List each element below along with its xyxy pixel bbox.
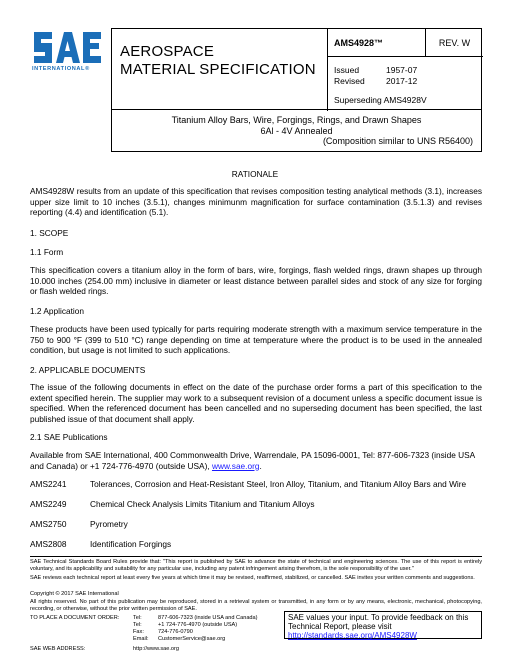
reference-code: AMS2750 <box>30 519 67 529</box>
section-sae-publications-heading: 2.1 SAE Publications <box>30 432 108 442</box>
web-address-label: SAE WEB ADDRESS: <box>30 646 86 652</box>
rationale-heading: RATIONALE <box>231 169 279 179</box>
sae-website-link[interactable]: www.sae.org <box>211 460 260 471</box>
sae-logo <box>30 26 104 76</box>
logo-subtext: INTERNATIONAL® <box>32 66 90 72</box>
reference-code: AMS2249 <box>30 499 67 509</box>
footer-divider <box>30 556 482 557</box>
section-form-heading: 1.1 Form <box>30 247 64 257</box>
issue-dates: Issued 1957-07 Revised 2017-12 <box>334 65 418 86</box>
section-scope-heading: 1. SCOPE <box>30 228 69 238</box>
spec-header <box>111 28 482 110</box>
footer-copyright: Copyright © 2017 SAE International <box>30 591 119 597</box>
spec-type-title: AEROSPACE MATERIAL SPECIFICATION <box>112 29 328 111</box>
material-title: Titanium Alloy Bars, Wire, Forgings, Rings, and Drawn Shapes 6Al - 4V Annealed (Composition similar to UNS R56400) <box>111 110 482 152</box>
footer-policy: SAE Technical Standards Board Rules provide that: "This report is published by SAE to advance the state of technical and engineering sciences. The use of this report is entirely voluntary, and its applicability and suitability for any particular use, including any patent infringement arising therefrom, is the sole responsibility of the user." <box>30 559 482 572</box>
doc-number: AMS4928™ <box>328 29 426 57</box>
web-address[interactable]: http://www.sae.org <box>133 646 180 652</box>
reference-code: AMS2808 <box>30 539 67 549</box>
issued-date: 1957-07 <box>386 65 418 75</box>
reference-title: Chemical Check Analysis Limits Titanium and Titanium Alloys <box>90 499 315 509</box>
reference-title: Identification Forgings <box>90 539 172 549</box>
feedback-text: SAE values your input. To provide feedback on this Technical Report, please visit <box>288 613 469 632</box>
section-documents-text: The issue of the following documents in effect on the date of the purchase order forms a part of this specification to the extent specified herein. The supplier may work to a subsequent revision of a document unless a specific document issue is specified. When the referenced document has been cancelled and no superseding document has been specified, the last published issue of that document shall apply. <box>30 382 482 424</box>
reference-code: AMS2241 <box>30 479 67 489</box>
reference-title: Tolerances, Corrosion and Heat-Resistant Steel, Iron Alloy, Titanium, and Titanium Alloy Bars and Wire <box>90 479 467 489</box>
revision-label: REV. W <box>426 29 483 57</box>
reference-title: Pyrometry <box>90 519 128 529</box>
section-documents-heading: 2. APPLICABLE DOCUMENTS <box>30 365 146 375</box>
superseding-note: Superseding AMS4928V <box>334 95 427 105</box>
revised-date: 2017-12 <box>386 76 418 86</box>
order-phone: 877-606-7323 (inside USA and Canada) <box>158 615 258 621</box>
order-email[interactable]: CustomerService@sae.org <box>158 636 226 642</box>
rationale-text: AMS4928W results from an update of this specification that revises composition testing analytical methods (3.1), increases upper size limit to 10 inches (3.5.1), changes minimunm magnification for surface contamination (3.5.1.3) and revises reporting (4.4) and identification (5.1). <box>30 186 482 218</box>
order-label: TO PLACE A DOCUMENT ORDER: <box>30 615 120 621</box>
section-application-text: These products have been used typically for parts requiring moderate strength with a maximum service temperature in the 750 to 900 °F (399 to 510 °C) range depending on time at temperature where the product is to be used in the annealed condition, but usage is not limited to such applications. <box>30 324 482 356</box>
feedback-link[interactable]: http://standards.sae.org/AMS4928W <box>288 631 417 641</box>
footer-review-note: SAE reviews each technical report at least every five years at which time it may be revised, reaffirmed, stabilized, or cancelled. SAE invites your written comments and suggestions. <box>30 575 475 581</box>
footer-rights: All rights reserved. No part of this publication may be reproduced, stored in a retrieval system or transmitted, in any form or by any means, electronic, mechanical, photocopying, recording, or otherwise, without the prior written permission of SAE. <box>30 599 482 612</box>
order-phone-intl: +1 724-776-4970 (outside USA) <box>158 622 238 628</box>
order-fax: 724-776-0790 <box>158 629 193 635</box>
feedback-box <box>284 611 482 639</box>
section-application-heading: 1.2 Application <box>30 306 84 316</box>
section-sae-publications-text: Available from SAE International, 400 Commonwealth Drive, Warrendale, PA 15096-0001, Tel: 877-606-7323 (inside USA and Canada) or +1 724-776-4970 (outside USA), www.sae.org. <box>30 450 475 471</box>
section-form-text: This specification covers a titanium alloy in the form of bars, wire, forgings, flash welded rings, drawn shapes up through 10.000 inches (254.00 mm) inclusive in diameter or least distance between parallel sides and stock of any size for forging or flash welded rings. <box>30 265 482 297</box>
